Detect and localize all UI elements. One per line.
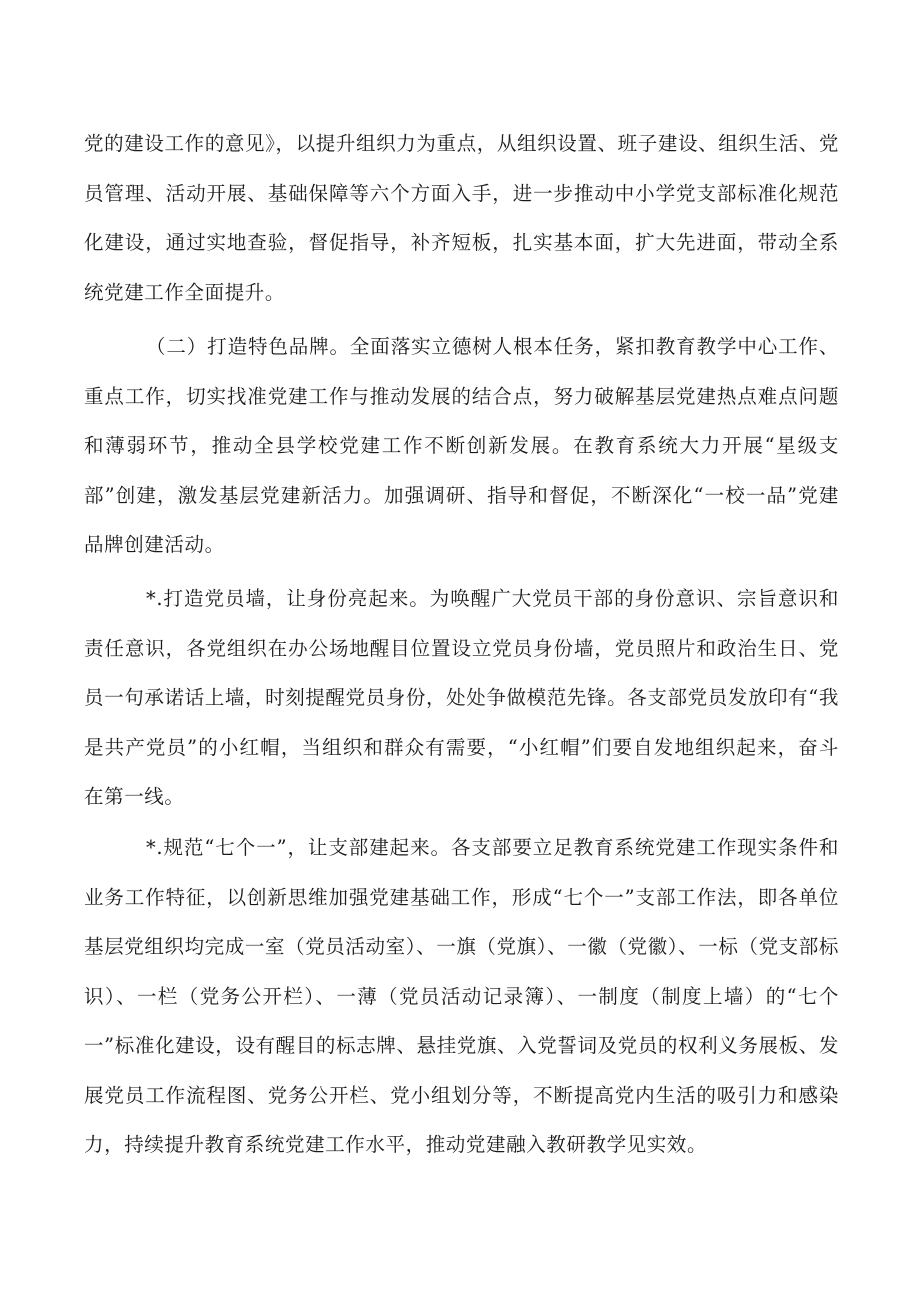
paragraph-seven-ones: *.规范“七个一”，让支部建起来。各支部要立足教育系统党建工作现实条件和业务工作特征，以创新思维加强党建基础工作，形成“七个一”支部工作法，即各单位基层党组织均完成一室（党员活动室）、一旗（党旗）、一徽（党徽）、一标（党支部标识）、一栏（党务公开栏）、一薄（党员活动记录簿）、一制度（制度上墙）的“七个一”标准化建设，设有醒目的标志牌、悬挂党旗、入党誓词及党员的权利义务展板、发展党员工作流程图、党务公开栏、党小组划分等，不断提高党内生活的吸引力和感染力，持续提升教育系统党建工作水平，推动党建融入教研教学见实效。 — [84, 836, 839, 1156]
paragraph-featured-brand: （二）打造特色品牌。全面落实立德树人根本任务，紧扣教育教学中心工作、重点工作，切实找准党建工作与推动发展的结合点，努力破解基层党建热点难点问题和薄弱环节，推动全县学校党建工作不断创新发展。在教育系统大力开展“星级支部”创建，激发基层党建新活力。加强调研、指导和督促，不断深化“一校一品”党建品牌创建活动。 — [84, 335, 839, 556]
paragraph-continuation: 党的建设工作的意见》，以提升组织力为重点，从组织设置、班子建设、组织生活、党员管理、活动开展、基础保障等六个方面入手，进一步推动中小学党支部标准化规范化建设，通过实地查验，督促指导，补齐短板，扎实基本面，扩大先进面，带动全系统党建工作全面提升。 — [84, 132, 839, 304]
paragraph-party-member-wall: *.打造党员墙，让身份亮起来。为唤醒广大党员干部的身份意识、宗旨意识和责任意识，各党组织在办公场地醒目位置设立党员身份墙，党员照片和政治生日、党员一句承诺话上墙，时刻提醒党员身份，处处争做模范先锋。各支部党员发放印有“我是共产党员”的小红帽，当组织和群众有需要，“小红帽”们要自发地组织起来，奋斗在第一线。 — [84, 587, 839, 808]
